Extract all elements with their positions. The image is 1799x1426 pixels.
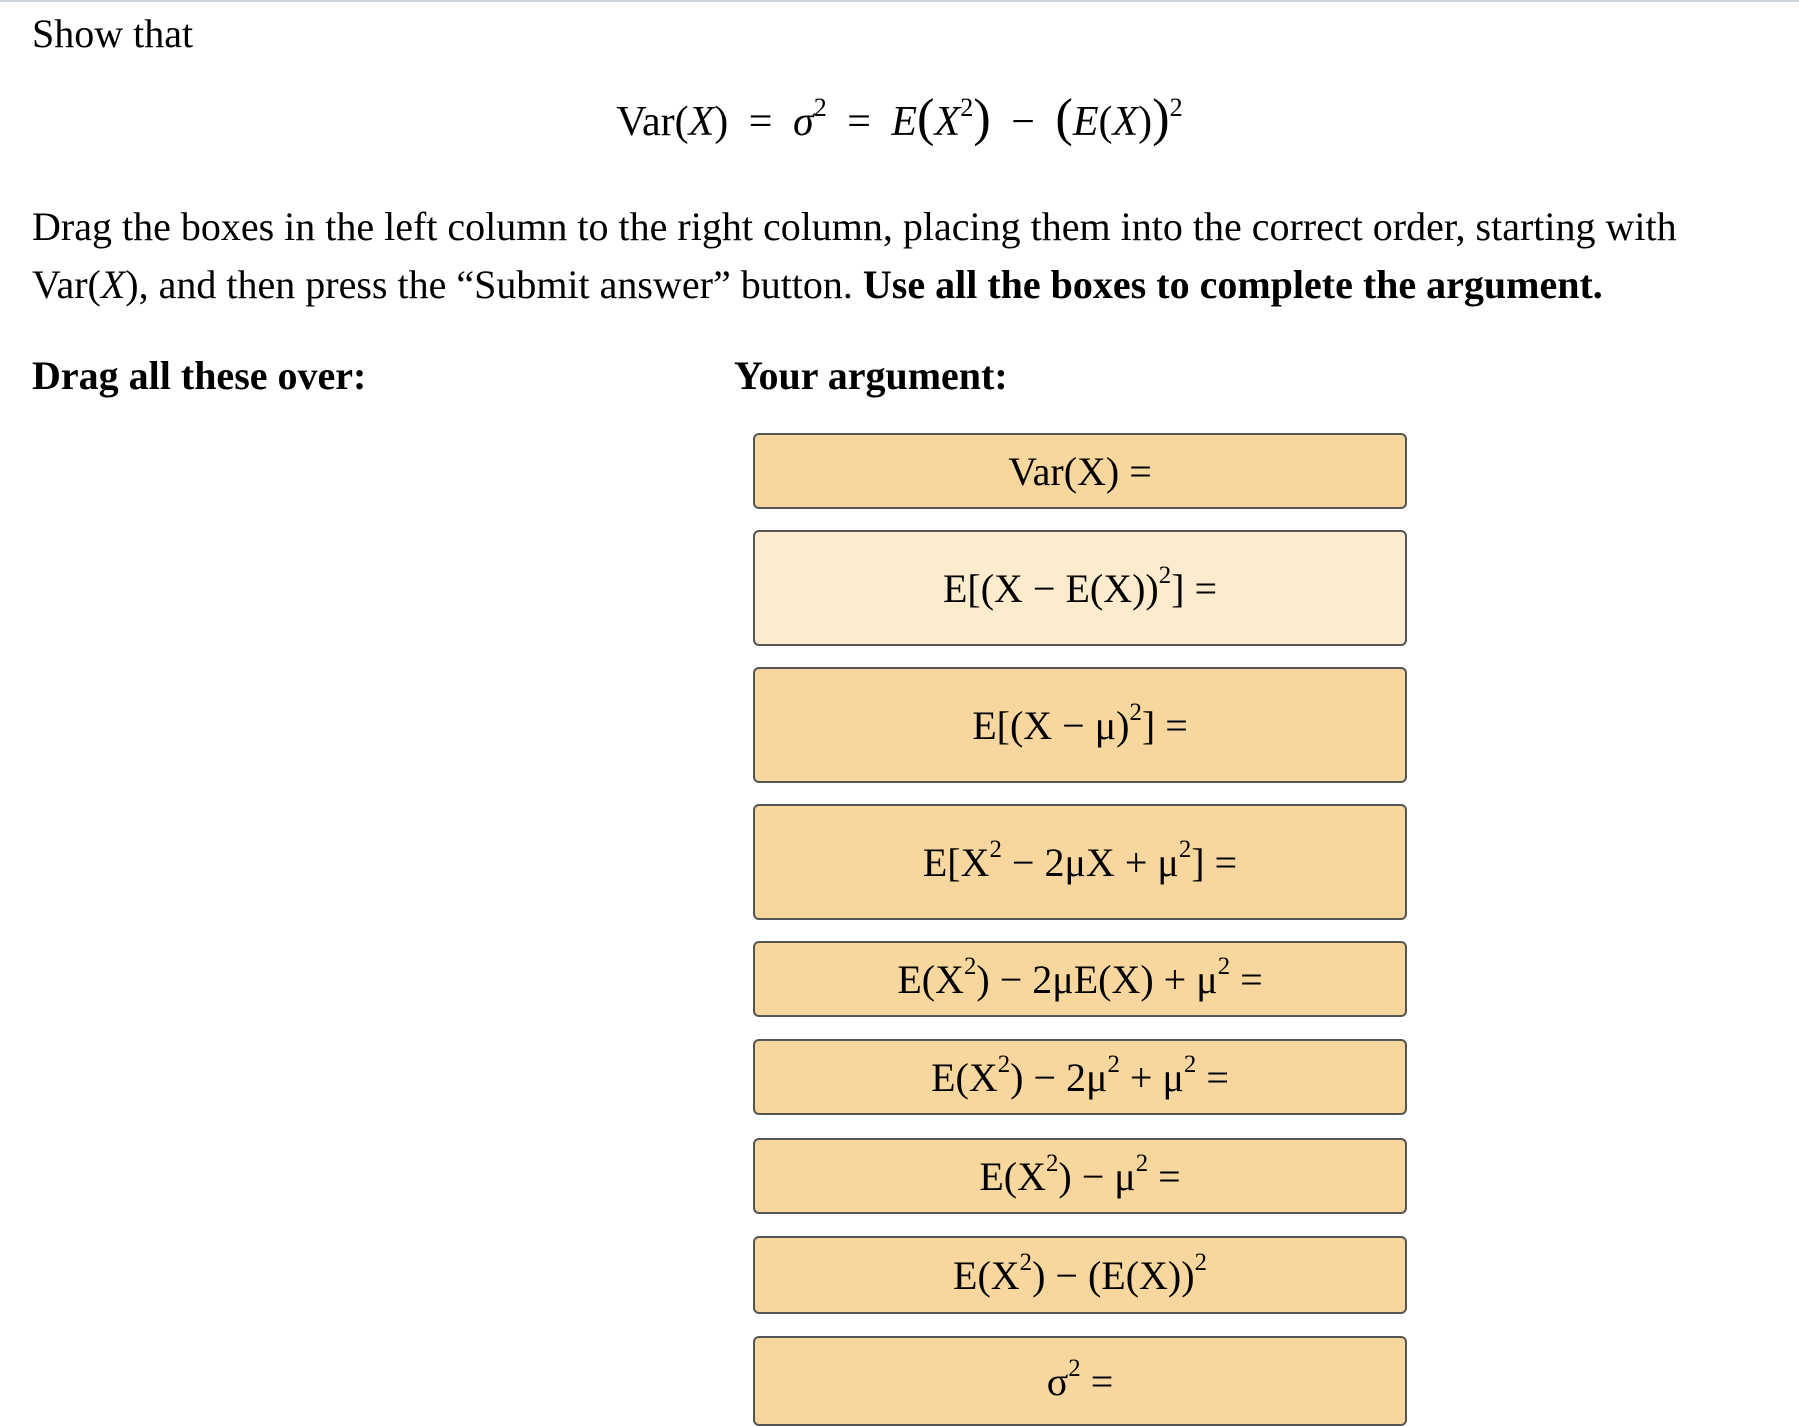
- instructions-text-2: , and then press the “Submit answer” button.: [138, 262, 863, 307]
- argument-box-5[interactable]: [753, 941, 1407, 1017]
- instructions-var: Var: [32, 262, 88, 307]
- argument-box-4[interactable]: [753, 804, 1407, 920]
- source-drop-zone[interactable]: [32, 420, 692, 1380]
- instructions: Drag the boxes in the left column to the right column, placing them into the correct order, starting with Var(X), and then press the “Submit answer” button. Use all the boxes to complete the argument.: [32, 204, 1677, 307]
- argument-box-6-text: $E(X^2) - 2\mu^2 + \mu^2$ =: [931, 1051, 1229, 1100]
- main-eq-x2: X: [934, 99, 961, 145]
- argument-box-9-text: $\sigma^2$ =: [1046, 1355, 1114, 1404]
- main-eq-outer-exp: 2: [1169, 93, 1183, 123]
- argument-box-9[interactable]: [753, 1336, 1407, 1426]
- main-equation: $Var(X) = \sigma^2 = E(X^2) - (E(X))^2$: [616, 89, 1183, 147]
- argument-box-2[interactable]: [753, 530, 1407, 646]
- main-eq-x-exp: 2: [960, 93, 974, 123]
- instructions-x: X: [100, 262, 126, 307]
- source-column-heading: Drag all these over:: [32, 353, 367, 398]
- argument-box-1-text: Var(X) =: [1008, 448, 1152, 494]
- argument-box-3-text: $E[(X - \mu)^2]$ =: [972, 699, 1188, 748]
- argument-drop-zone[interactable]: [753, 433, 1411, 1423]
- argument-box-2-text: $E[(X - E(X))^2]$ =: [942, 562, 1218, 611]
- main-eq-sigma-exp: 2: [813, 93, 827, 123]
- intro-text: Show that: [32, 11, 194, 56]
- instructions-bold: Use all the boxes to complete the argument.: [862, 262, 1603, 307]
- argument-box-1[interactable]: [753, 433, 1407, 509]
- main-eq-e: E: [891, 99, 918, 145]
- argument-box-4-text: $E[X^2 - 2\mu X + \mu^2]$ =: [922, 836, 1238, 885]
- argument-box-6[interactable]: [753, 1039, 1407, 1115]
- argument-box-3[interactable]: [753, 667, 1407, 783]
- argument-column-heading: Your argument:: [734, 353, 1008, 398]
- main-eq-x3: X: [1112, 99, 1139, 145]
- argument-box-8[interactable]: [753, 1236, 1407, 1314]
- argument-box-8-text: $E(X^2) - (E(X))^2$: [953, 1249, 1207, 1298]
- argument-box-5-text: $E(X^2) - 2\mu E(X) + \mu^2$ =: [897, 953, 1263, 1002]
- main-eq-sigma: σ: [792, 99, 814, 145]
- argument-box-7-text: $E(X^2) - \mu^2$ =: [979, 1150, 1181, 1199]
- main-eq-e2: E: [1072, 99, 1099, 145]
- instructions-text-1: Drag the boxes in the left column to the right column, placing them into the correct order, starting with: [32, 204, 1677, 249]
- top-divider: [0, 0, 1799, 2]
- main-eq-var: Var: [616, 99, 675, 145]
- argument-box-7[interactable]: [753, 1138, 1407, 1214]
- main-eq-x: X: [688, 99, 715, 145]
